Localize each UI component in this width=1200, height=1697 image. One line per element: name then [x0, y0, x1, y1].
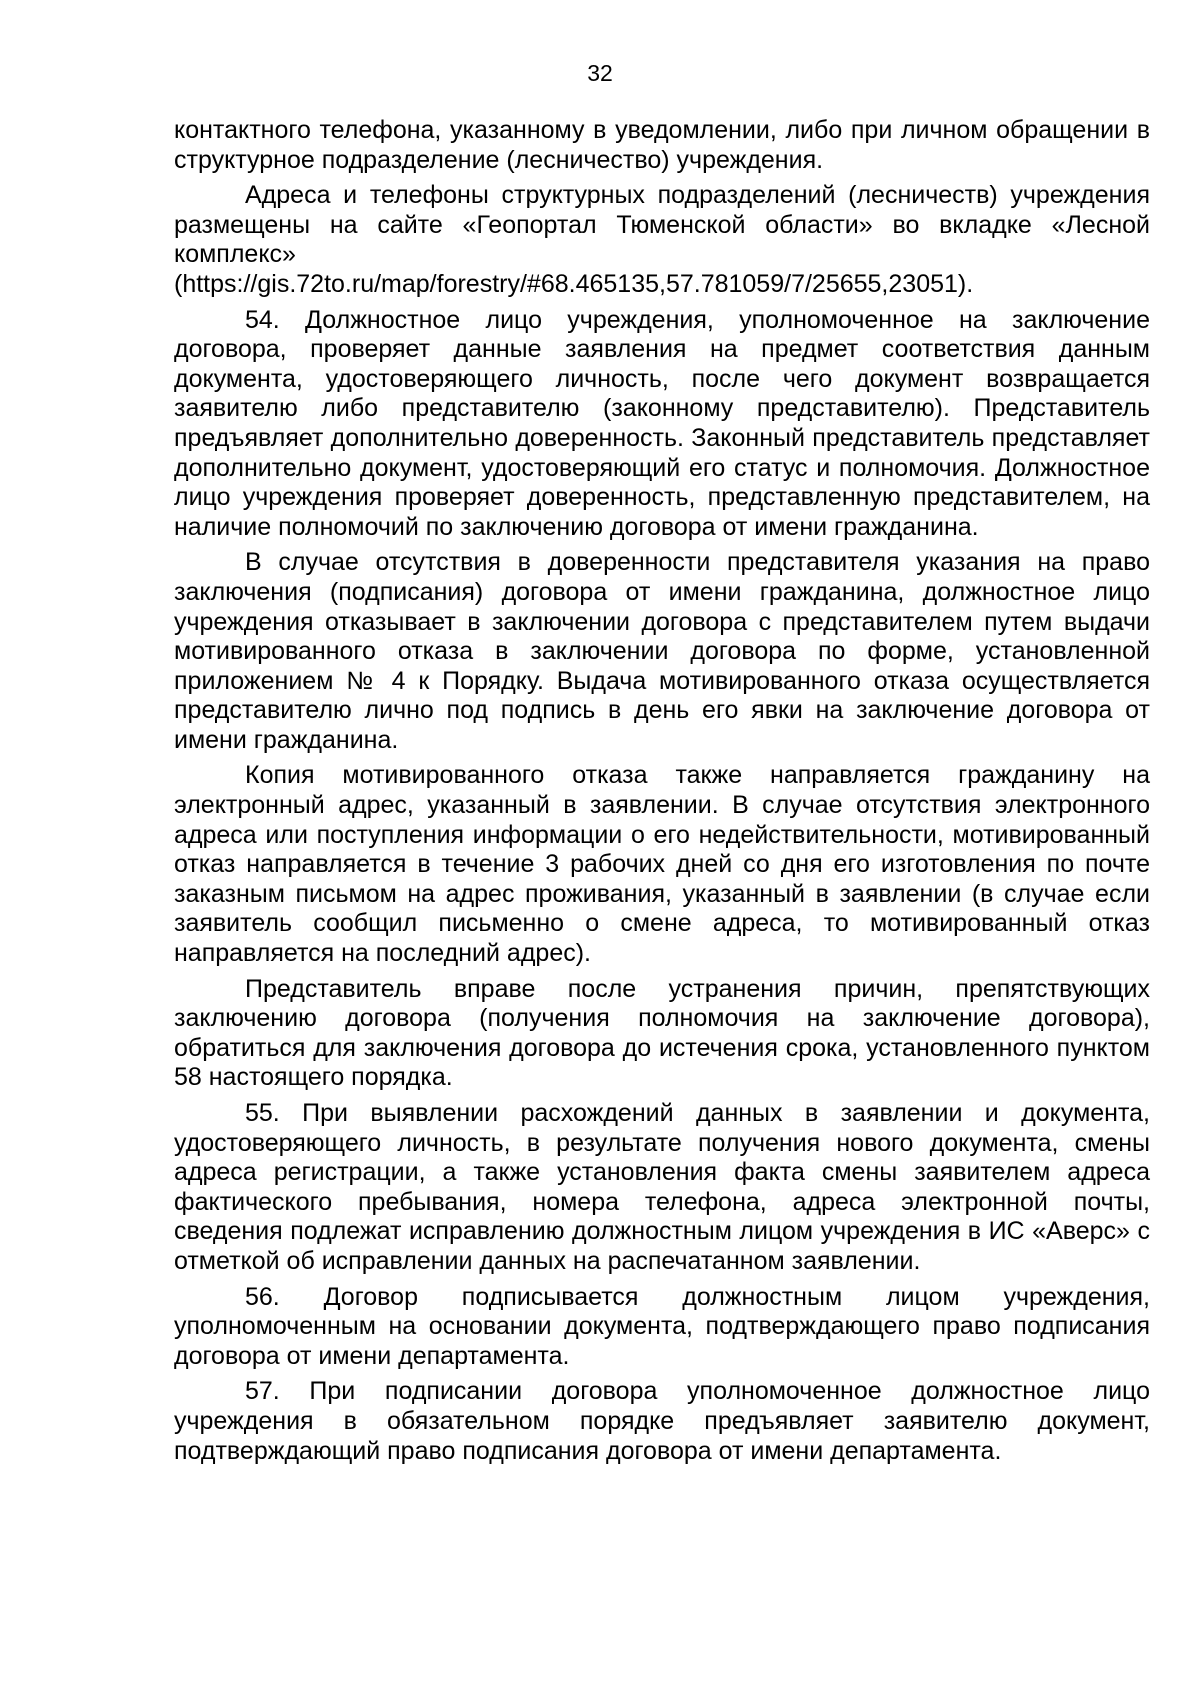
- paragraph-54: 54. Должностное лицо учреждения, уполномоченное на заключение договора, проверяет данные заявления на предмет соответствия данным документа, удостоверяющего личность, после чего документ возвращается заявителю либо представителю (законному представителю). Представитель предъявляет дополнительно доверенность. Законный представитель представляет дополнительно документ, удостоверяющий его статус и полномочия. Должностное лицо учреждения проверяет доверенность, представленную представителем, на наличие полномочий по заключению договора от имени гражданина.: [174, 305, 1150, 541]
- paragraph-refusal-copy: Копия мотивированного отказа также направляется гражданину на электронный адрес, указанный в заявлении. В случае отсутствия электронного адреса или поступления информации о его недействительности, мотивированный отказ направляется в течение 3 рабочих дней со дня его изготовления по почте заказным письмом на адрес проживания, указанный в заявлении (в случае если заявитель сообщил письменно о смене адреса, то мотивированный отказ направляется на последний адрес).: [174, 761, 1150, 968]
- paragraph-refusal: В случае отсутствия в доверенности представителя указания на право заключения (подписания) договора от имени гражданина, должностное лицо учреждения отказывает в заключении договора с представителем путем выдачи мотивированного отказа в заключении договора по форме, установленной приложением № 4 к Порядку. Выдача мотивированного отказа осуществляется представителю лично под подпись в день его явки на заключение договора от имени гражданина.: [174, 548, 1150, 754]
- paragraph-continuation: контактного телефона, указанному в уведомлении, либо при личном обращении в структурное подразделение (лесничество) учреждения.: [174, 116, 1150, 174]
- document-body: [174, 116, 1150, 1472]
- page-number: 32: [587, 60, 613, 86]
- paragraph-55: 55. При выявлении расхождений данных в заявлении и документа, удостоверяющего личность, в результате получения нового документа, смены адреса регистрации, а также установления факта смены заявителем адреса фактического пребывания, номера телефона, адреса электронной почты, сведения подлежат исправлению должностным лицом учреждения в ИС «Аверс» с отметкой об исправлении данных на распечатанном заявлении.: [174, 1099, 1150, 1275]
- paragraph-57: 57. При подписании договора уполномоченное должностное лицо учреждения в обязательном порядке предъявляет заявителю документ, подтверждающий право подписания договора от имени департамента.: [174, 1377, 1150, 1465]
- paragraph-representative: Представитель вправе после устранения причин, препятствующих заключению договора (получения полномочия на заключение договора), обратиться для заключения договора до истечения срока, установленного пунктом 58 настоящего порядка.: [174, 974, 1150, 1092]
- paragraph-geoportal-link: (https://gis.72to.ru/map/forestry/#68.465135,57.781059/7/25655,23051).: [174, 269, 974, 298]
- paragraph-56: 56. Договор подписывается должностным лицом учреждения, уполномоченным на основании документа, подтверждающего право подписания договора от имени департамента.: [174, 1282, 1150, 1370]
- paragraph-addresses: Адреса и телефоны структурных подразделений (лесничеств) учреждения размещены на сайте «Геопортал Тюменской области» во вкладке «Лесной комплекс»: [174, 181, 1150, 269]
